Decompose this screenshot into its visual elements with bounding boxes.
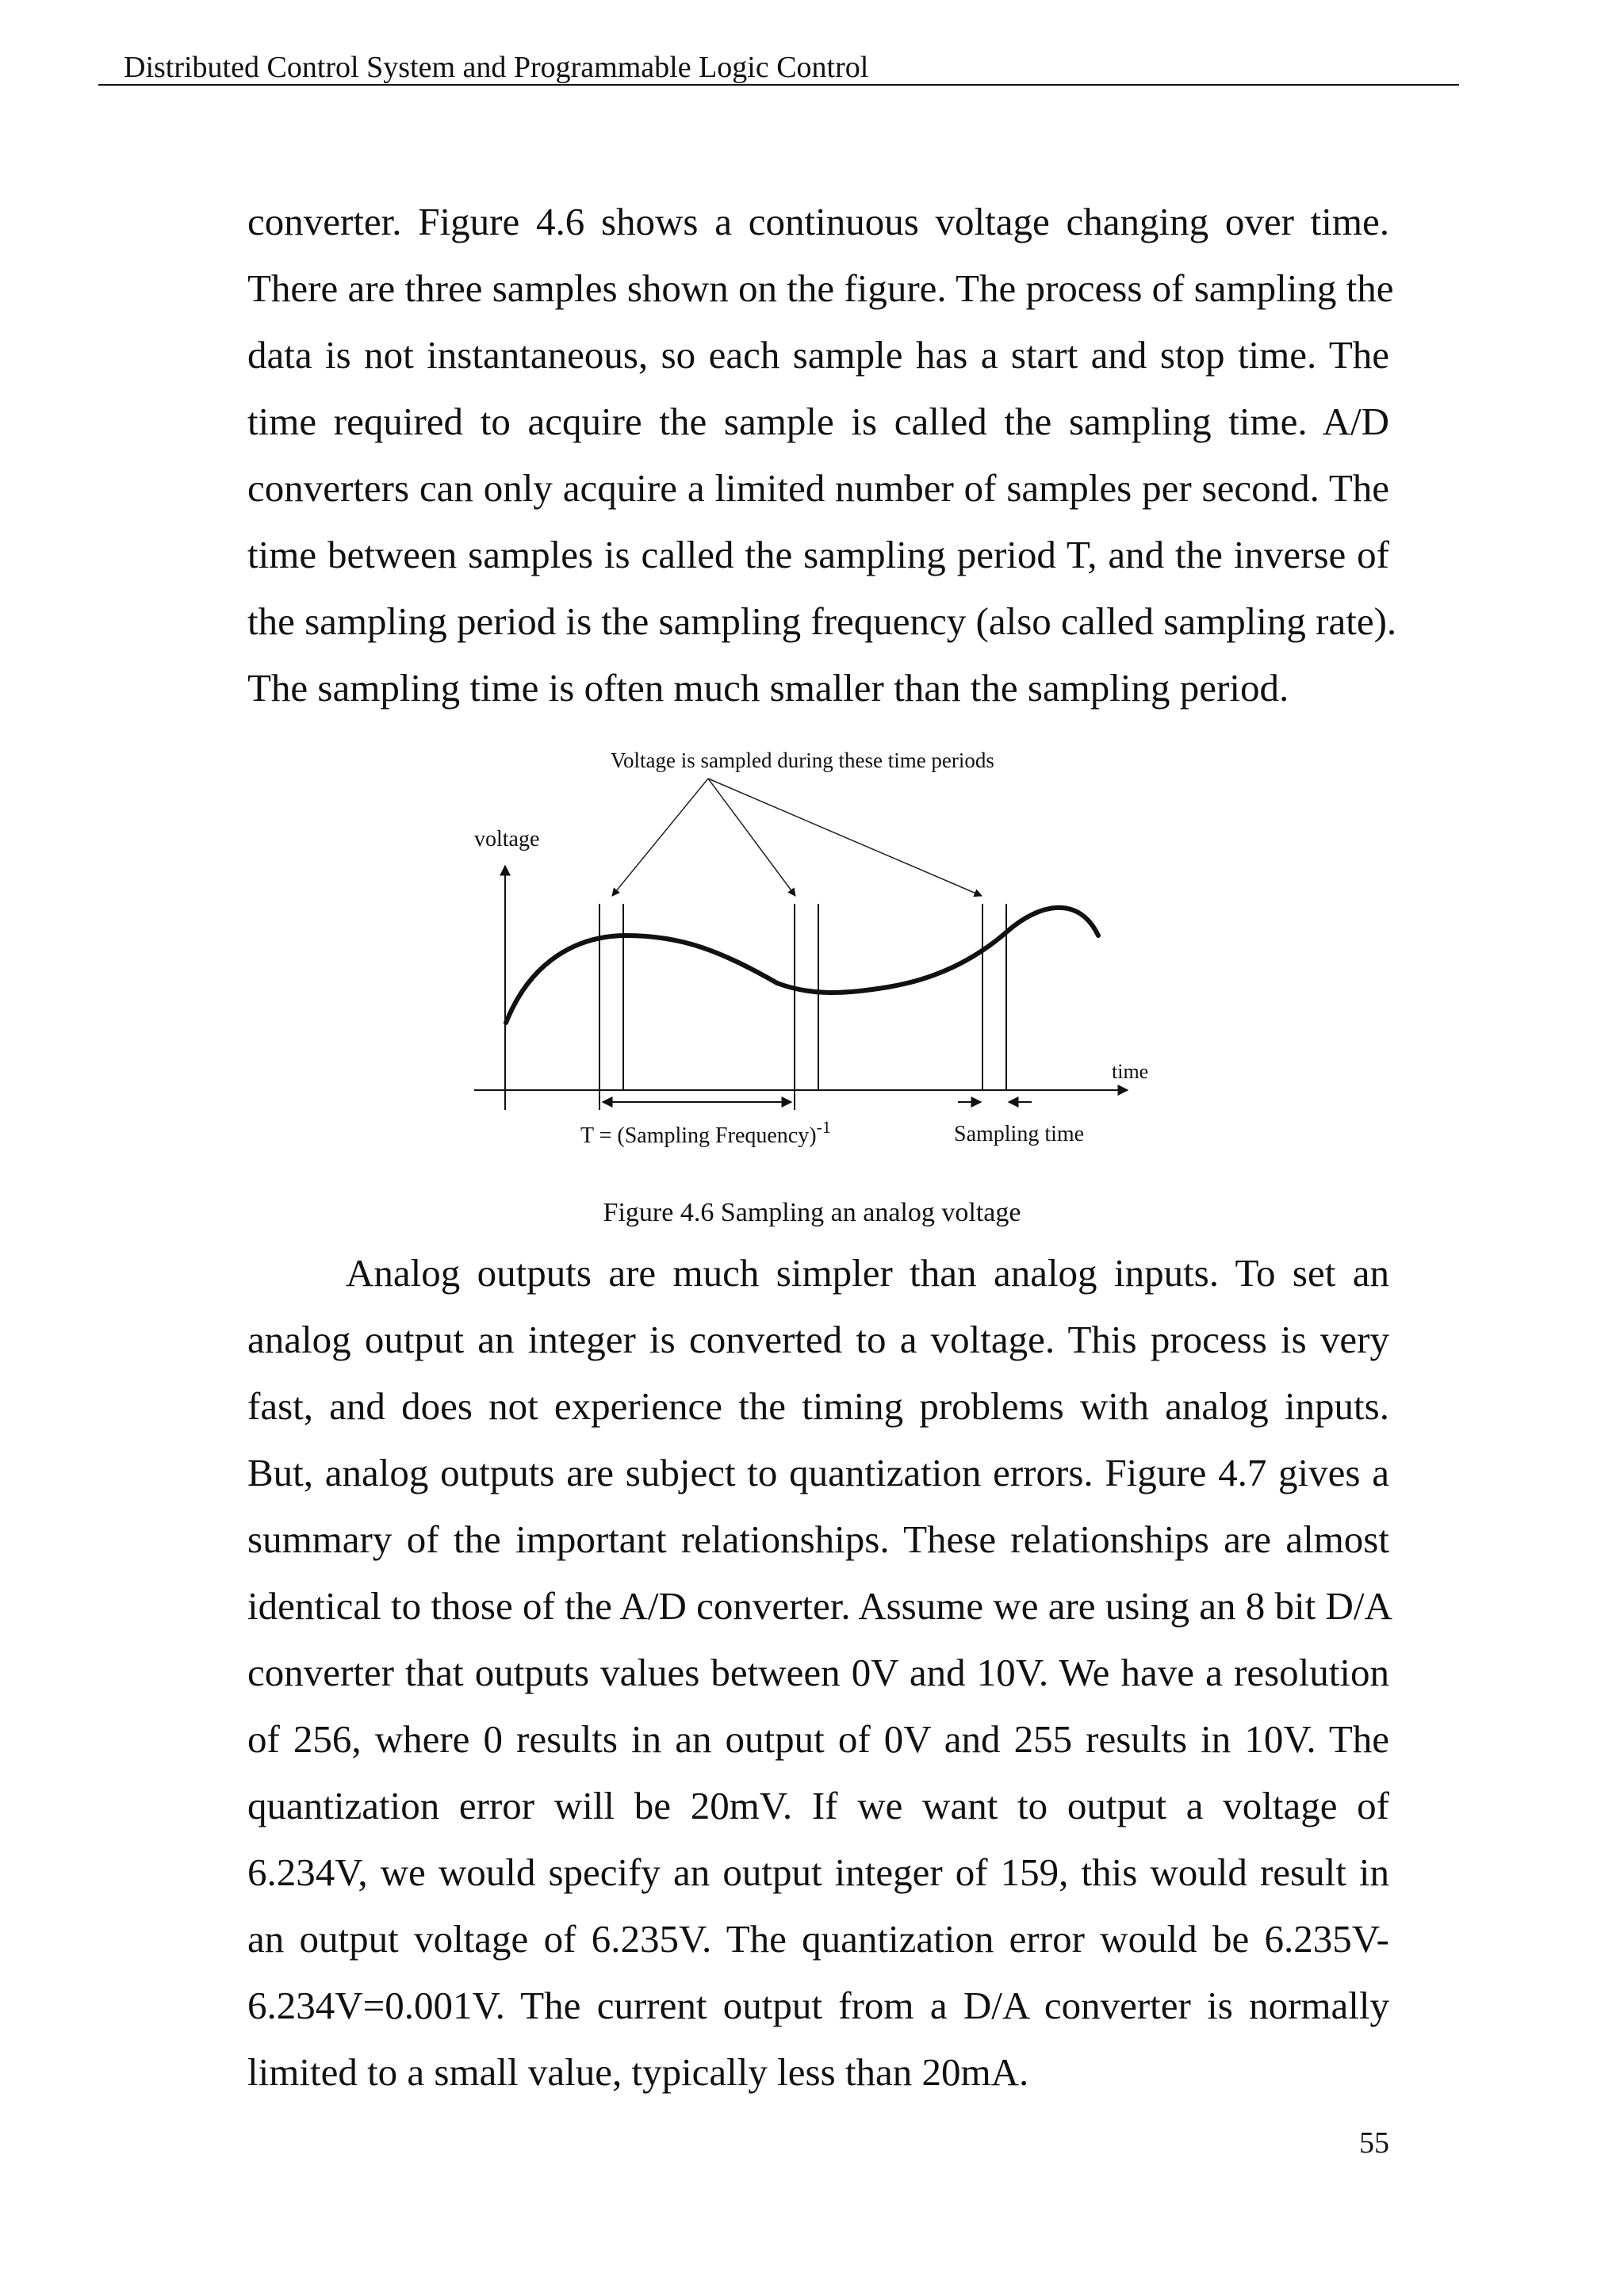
text-line: time required to acquire the sample is called the sampling time. A/D [247, 400, 1389, 443]
text-line: limited to a small value, typically less than 20mA. [247, 2050, 1029, 2094]
paragraph-2 [247, 1240, 1392, 2106]
page-number: 55 [1359, 2126, 1389, 2160]
text-line: fast, and does not experience the timing problems with analog inputs. [247, 1384, 1389, 1428]
pointer-arrow-1 [612, 779, 708, 896]
text-line: analog output an integer is converted to a voltage. This process is very [247, 1318, 1389, 1361]
text-line: There are three samples shown on the figure. The process of sampling the [247, 266, 1394, 310]
running-header [98, 44, 1459, 86]
text-line: Analog outputs are much simpler than analog inputs. To set an [346, 1251, 1389, 1295]
sampling-period-label: T = (Sampling Frequency)$^{-1}$ [580, 1117, 831, 1148]
text-line: summary of the important relationships. These relationships are almost [247, 1517, 1389, 1561]
text-line: the sampling period is the sampling frequency (also called sampling rate). [247, 599, 1397, 643]
text-line: converter. Figure 4.6 shows a continuous voltage changing over time. [247, 200, 1389, 243]
pointer-arrow-3 [708, 779, 982, 896]
text-line: converters can only acquire a limited number of samples per second. The [247, 466, 1389, 510]
voltage-curve [506, 908, 1098, 1023]
text-line: an output voltage of 6.235V. The quantization error would be 6.235V- [247, 1917, 1389, 1961]
text-line: quantization error will be 20mV. If we want to output a voltage of [247, 1784, 1389, 1827]
text-line: 6.234V, we would specify an output integer of 159, this would result in [247, 1850, 1389, 1894]
sampling-time-label: Sampling time [954, 1122, 1085, 1146]
figure-caption: Figure 4.6 Sampling an analog voltage [603, 1198, 1021, 1227]
text-line: identical to those of the A/D converter. Assume we are using an 8 bit D/A [247, 1584, 1392, 1628]
text-line: 6.234V=0.001V. The current output from a D/A converter is normally [247, 1984, 1389, 2027]
y-axis-label: voltage [474, 827, 540, 851]
sampling-figure [444, 737, 1158, 1165]
x-axis-label: time [1112, 1060, 1149, 1083]
paragraph-1 [247, 189, 1397, 721]
text-line: converter that outputs values between 0V and 10V. We have a resolution [247, 1651, 1389, 1694]
text-line: data is not instantaneous, so each sample has a start and stop time. The [247, 333, 1389, 377]
pointer-arrow-2 [708, 779, 795, 896]
running-header-title: Distributed Control System and Programmable Logic Control [124, 51, 869, 84]
text-line: But, analog outputs are subject to quantization errors. Figure 4.7 gives a [247, 1451, 1389, 1494]
figure-top-annotation: Voltage is sampled during these time periods [611, 748, 994, 772]
text-line: time between samples is called the sampling period T, and the inverse of [247, 533, 1389, 576]
text-line: The sampling time is often much smaller than the sampling period. [247, 666, 1289, 710]
text-line: of 256, where 0 results in an output of 0V and 255 results in 10V. The [247, 1717, 1389, 1761]
